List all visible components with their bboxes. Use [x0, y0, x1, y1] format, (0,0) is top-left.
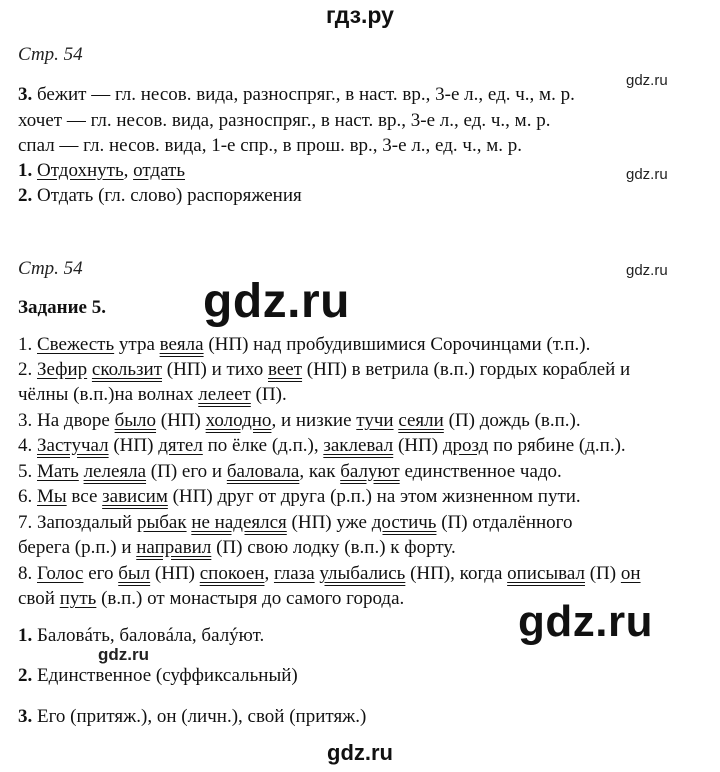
- page-reference: Стр. 54: [18, 44, 83, 65]
- sentence-8-cont: свой путь (в.п.) от монастыря до самого города.: [18, 588, 405, 609]
- item-text: Отдать (гл. слово) распоряжения: [37, 185, 302, 206]
- page-reference: Стр. 54: [18, 258, 83, 279]
- sentence-1: 1. Свежесть утра веяла (НП) над пробудившимися Сорочинцами (т.п.).: [18, 334, 591, 355]
- underlined-word: Отдохнуть: [37, 160, 124, 181]
- answer-text: Его (притяж.), он (личн.), свой (притяж.): [32, 706, 367, 727]
- item-1: [18, 158, 185, 184]
- answer-number: 3.: [18, 706, 33, 727]
- item-number: 1.: [18, 160, 33, 181]
- sentence-7: 7. Запоздалый рыбак не надеялся (НП) уже достичь (П) отдалённого: [18, 512, 573, 533]
- answer-number: 2.: [18, 665, 33, 686]
- task-heading: Задание 5.: [18, 297, 106, 318]
- answer-2: [18, 663, 298, 689]
- sentence-2: 2. Зефир скользит (НП) и тихо веет (НП) в ветрила (в.п.) гордых кораблей и: [18, 359, 631, 380]
- watermark: gdz.ru: [98, 645, 149, 664]
- watermark-large: gdz.ru: [203, 275, 350, 328]
- separator: ,: [123, 160, 134, 181]
- site-title: гдз.ру: [326, 2, 394, 28]
- watermark-large: gdz.ru: [518, 597, 653, 646]
- task3-text: бежит — гл. несов. вида, разноспряг., в наст. вр., 3-е л., ед. ч., м. р.: [37, 84, 575, 105]
- sentence-7-cont: берега (р.п.) и направил (П) свою лодку (в.п.) к форту.: [18, 537, 456, 558]
- watermark: gdz.ru: [626, 262, 668, 279]
- answer-text: Баловáть, баловáла, балýют.: [32, 625, 265, 646]
- watermark: gdz.ru: [626, 72, 668, 89]
- answer-text: Единственное (суффиксальный): [32, 665, 298, 686]
- task3-line-2: хочет — гл. несов. вида, разноспряг., в наст. вр., 3-е л., ед. ч., м. р.: [18, 110, 551, 131]
- answer-3: [18, 704, 366, 730]
- task3-line-1: [18, 82, 575, 108]
- answer-number: 1.: [18, 625, 33, 646]
- sentence-6: 6. Мы все зависим (НП) друг от друга (р.п.) на этом жизненном пути.: [18, 486, 581, 507]
- watermark: gdz.ru: [626, 166, 668, 183]
- sentence-2-cont: чёлны (в.п.)на волнах лелеет (П).: [18, 384, 287, 405]
- task-number: 3.: [18, 84, 33, 105]
- sentence-3: 3. На дворе было (НП) холодно, и низкие тучи сеяли (П) дождь (в.п.).: [18, 410, 581, 431]
- item-number: 2.: [18, 185, 33, 206]
- sentence-8: 8. Голос его был (НП) спокоен, глаза улыбались (НП), когда описывал (П) он: [18, 563, 641, 584]
- footer-watermark: gdz.ru: [327, 740, 393, 765]
- sentence-5: 5. Мать лелеяла (П) его и баловала, как балуют единственное чадо.: [18, 461, 562, 482]
- sentence-4: 4. Застучал (НП) дятел по ёлке (д.п.), заклевал (НП) дрозд по рябине (д.п.).: [18, 435, 626, 456]
- underlined-word: отдать: [133, 160, 185, 181]
- task3-line-3: спал — гл. несов. вида, 1-е спр., в прош. вр., 3-е л., ед. ч., м. р.: [18, 135, 522, 156]
- item-2: [18, 183, 302, 209]
